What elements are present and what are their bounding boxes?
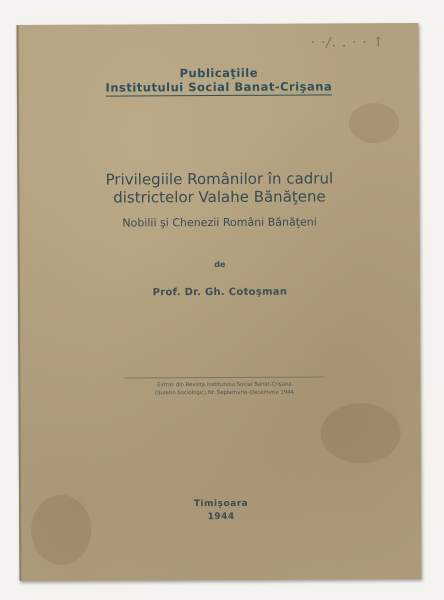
paper-stain [349,103,399,143]
pencil-annotation: · ·/. . · · ↑ [310,35,385,51]
extract-line-1: Extras din Revista Institutului Social Banat-Crişana [157,381,292,389]
publisher-heading [69,65,369,97]
document-title [49,169,389,207]
publisher-line-1: Publicaţiile [179,65,259,81]
imprint-year: 1944 [207,511,235,523]
extract-line-2: (Buletin Sociologic) Nr. Septemvrie–Decemvrie 1944 [155,389,294,397]
paper-stain [321,403,401,463]
title-line-1: Privilegiile Românilor în cadrul [105,169,334,189]
author-name: Prof. Dr. Gh. Cotoşman [152,286,288,299]
title-line-2: districtelor Valahe Bănăţene [113,187,326,207]
booklet-cover [17,23,422,581]
extract-note [124,376,324,397]
imprint [51,497,391,525]
publisher-line-2: Institutului Social Banat-Crişana [105,79,333,95]
document-subtitle: Nobilii şi Chenezii Români Bănăţeni [122,215,317,230]
imprint-city: Timişoara [193,498,249,510]
byline-de: de [214,259,226,270]
